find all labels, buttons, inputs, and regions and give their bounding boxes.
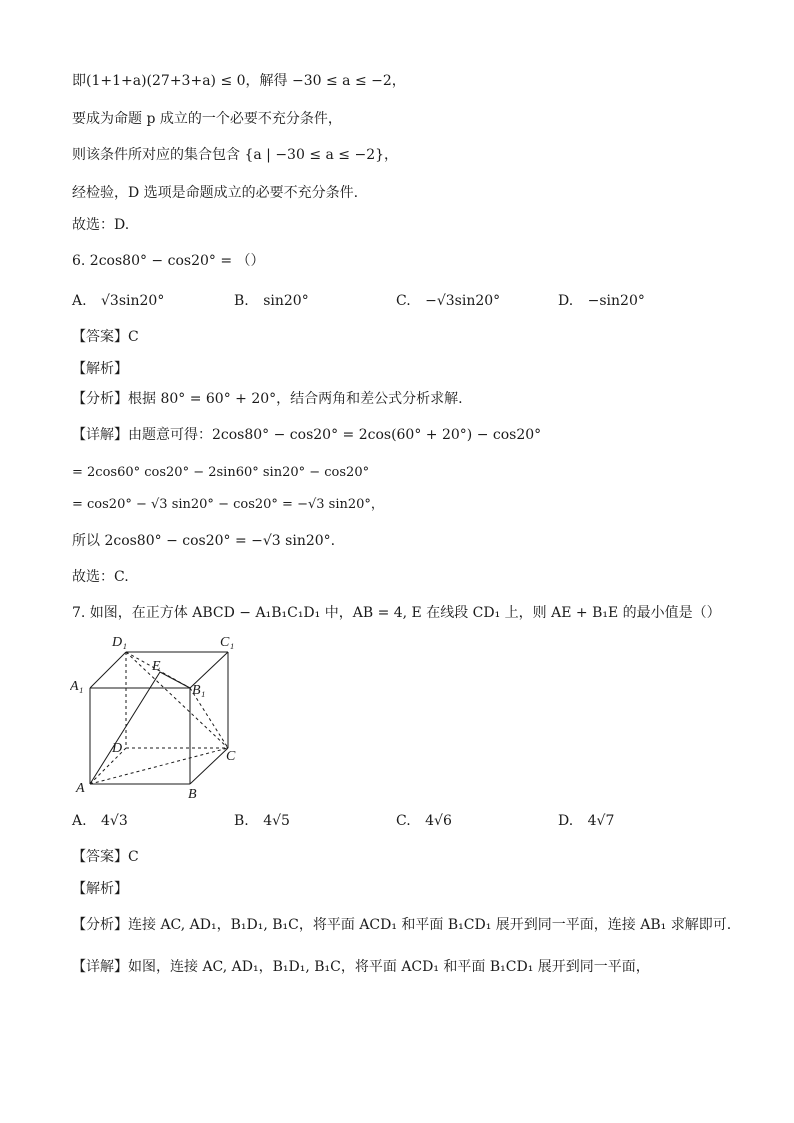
label-e: E (152, 659, 161, 674)
cube-figure (70, 628, 250, 804)
q7-option-a (72, 810, 128, 832)
text-line-3: 则该条件所对应的集合包含 {a | −30 ≤ a ≤ −2}， (72, 147, 399, 163)
label-c1: C₁ (220, 635, 235, 650)
q6-option-b-value: sin20° (263, 293, 309, 309)
q7-option-c-key: C. (396, 813, 411, 829)
q7-option-d-value: 4√7 (587, 813, 615, 829)
q6-option-b (234, 290, 309, 312)
q6-detail: 【详解】由题意可得：2cos80° − cos20° = 2cos(60° + 20°) − cos20° (72, 427, 542, 443)
q6-option-c-key: C. (396, 293, 411, 309)
q6-analysis-heading: 【解析】 (72, 361, 128, 377)
segment-a-c (90, 748, 228, 784)
q7-option-d (558, 810, 614, 832)
q7-answer: 【答案】C (72, 849, 139, 865)
q6-result: 所以 2cos80° − cos20° = −√3 sin20°. (72, 533, 336, 549)
q6-option-a-key: A. (72, 293, 87, 309)
question-7-stem: 7. 如图，在正方体 ABCD − A₁B₁C₁D₁ 中，AB = 4, E 在线段 CD₁ 上，则 AE + B₁E 的最小值是（） (72, 605, 721, 621)
q7-option-a-key: A. (72, 813, 87, 829)
question-6-stem: 6. 2cos80° − cos20° = （） (72, 253, 265, 269)
q7-option-b-value: 4√5 (263, 813, 290, 829)
segment-e-b1 (160, 672, 190, 688)
q7-option-a-value: 4√3 (101, 813, 128, 829)
text-line-1: 即(1+1+a)(27+3+a) ≤ 0，解得 −30 ≤ a ≤ −2， (72, 73, 406, 89)
q6-option-d (558, 290, 645, 312)
q6-step-1: = 2cos60° cos20° − 2sin60° sin20° − cos20° (72, 465, 370, 480)
q7-option-c (396, 810, 452, 832)
label-a1: A₁ (70, 679, 84, 694)
q6-option-a-value: √3sin20° (101, 293, 165, 309)
q7-option-d-key: D. (558, 813, 574, 829)
text-line-4: 经检验，D 选项是命题成立的必要不充分条件. (72, 185, 359, 201)
q6-option-c (396, 290, 500, 312)
q6-answer: 【答案】C (72, 329, 139, 345)
q6-analysis: 【分析】根据 80° = 60° + 20°，结合两角和差公式分析求解. (72, 391, 463, 407)
q7-option-b (234, 810, 290, 832)
q6-option-b-key: B. (234, 293, 249, 309)
q6-option-c-value: −√3sin20° (425, 293, 501, 309)
text-line-5: 故选：D. (72, 217, 130, 233)
label-d: D (112, 741, 123, 756)
label-b1: B₁ (192, 683, 206, 698)
q6-option-d-key: D. (558, 293, 574, 309)
q7-analysis: 【分析】连接 AC, AD₁，B₁D₁, B₁C，将平面 ACD₁ 和平面 B₁CD₁ 展开到同一平面，连接 AB₁ 求解即可. (72, 917, 732, 933)
q6-select: 故选：C. (72, 569, 129, 585)
label-d1: D₁ (112, 635, 127, 650)
q6-option-a (72, 290, 164, 312)
edge-a1-d1 (90, 652, 126, 688)
label-a: A (76, 781, 85, 796)
segment-a-e (90, 672, 160, 784)
q7-option-c-value: 4√6 (425, 813, 452, 829)
q7-option-b-key: B. (234, 813, 249, 829)
q6-step-2: = cos20° − √3 sin20° − cos20° = −√3 sin20°， (72, 497, 384, 512)
label-c: C (226, 749, 236, 764)
q6-option-d-value: −sin20° (587, 293, 645, 309)
q7-detail: 【详解】如图，连接 AC, AD₁，B₁D₁, B₁C，将平面 ACD₁ 和平面 B₁CD₁ 展开到同一平面， (72, 959, 650, 975)
label-b: B (188, 787, 197, 802)
text-line-2: 要成为命题 p 成立的一个必要不充分条件， (72, 111, 342, 127)
q7-analysis-heading: 【解析】 (72, 881, 128, 897)
